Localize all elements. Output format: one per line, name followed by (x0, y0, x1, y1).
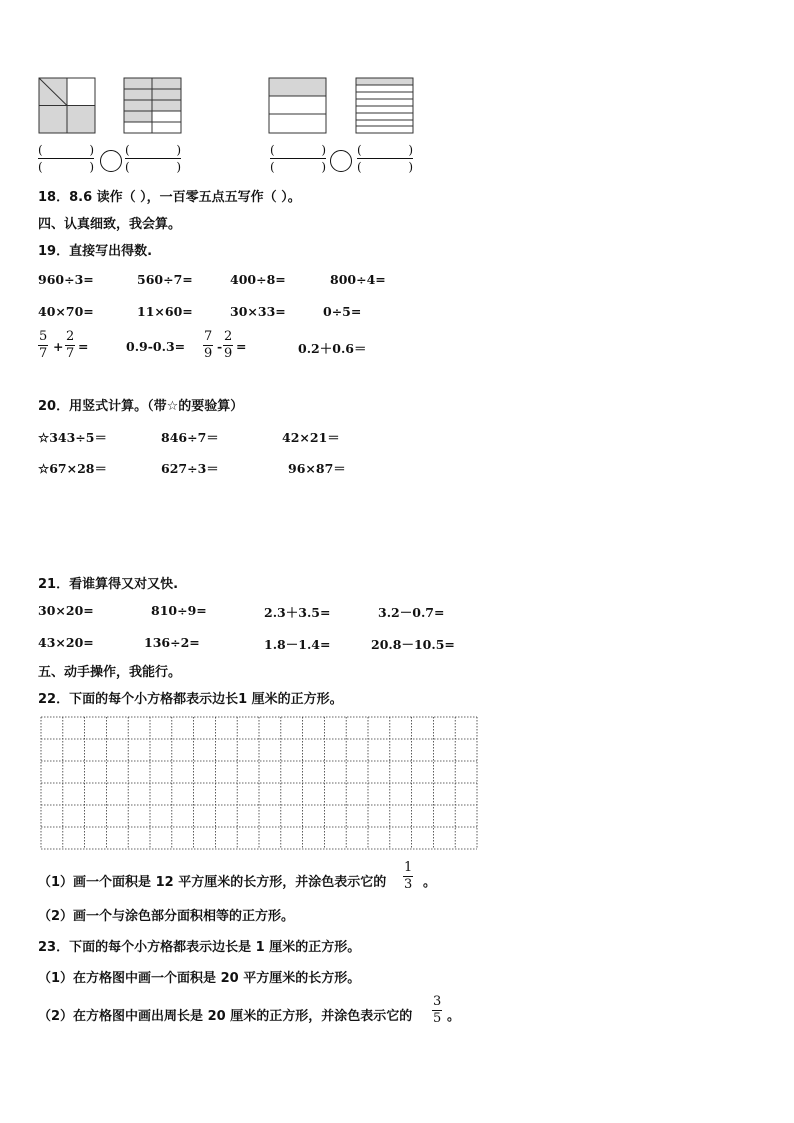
q19-item: 400÷8= (230, 272, 286, 287)
q19-item: 560÷7= (137, 272, 193, 287)
equals-sign: = (78, 339, 89, 354)
q21-item: 30×20= (38, 603, 94, 618)
q19-item: 0÷5= (323, 304, 362, 319)
blank-fraction-4[interactable]: ( ) ( ) (357, 143, 413, 174)
q23-sub1: （1）在方格图中画一个面积是 20 平方厘米的长方形。 (38, 971, 361, 986)
figure-square-triangle (39, 78, 95, 133)
q22-sub1: （1）画一个面积是 12 平方厘米的长方形，并涂色表示它的 (38, 875, 387, 890)
q19-item: 0.9-0.3= (126, 339, 186, 354)
minus-sign: - (217, 339, 223, 354)
plus-sign: + (53, 339, 64, 354)
q21-item: 43×20= (38, 635, 94, 650)
figure-strips-many (356, 78, 413, 133)
question-23-title: 23．下面的每个小方格都表示边长是 1 厘米的正方形。 (38, 940, 361, 955)
fraction-figures (0, 0, 794, 140)
fraction-5-7: 5 7 (39, 329, 48, 361)
q23-sub2: （2）在方格图中画出周长是 20 厘米的正方形，并涂色表示它的 (38, 1009, 413, 1024)
blank-fraction-3[interactable]: ( ) ( ) (270, 143, 326, 174)
figure-grid-shaded (124, 78, 181, 133)
q21-item: 1.8－1.4= (264, 637, 331, 652)
q21-item: 2.3＋3.5= (264, 605, 331, 620)
q20-item: 846÷7＝ (161, 430, 219, 445)
section-4-title: 四、认真细致，我会算。 (38, 217, 182, 232)
fraction-2-9: 2 9 (224, 329, 233, 361)
q20-item: 96×87＝ (288, 461, 346, 476)
section-5-title: 五、动手操作，我能行。 (38, 665, 182, 680)
fraction-3-5: 3 5 (433, 994, 442, 1026)
q21-item: 20.8－10.5= (371, 637, 455, 652)
q21-item: 136÷2= (144, 635, 200, 650)
fraction-1-3: 1 3 (404, 860, 413, 892)
compare-circle-2[interactable] (330, 150, 352, 172)
q20-item: 627÷3＝ (161, 461, 219, 476)
compare-circle-1[interactable] (100, 150, 122, 172)
period: 。 (447, 1009, 461, 1024)
question-21-title: 21．看谁算得又对又快. (38, 577, 179, 592)
q20-item: 42×21＝ (282, 430, 340, 445)
q19-item: 30×33= (230, 304, 286, 319)
period: 。 (423, 875, 437, 890)
q21-item: 810÷9= (151, 603, 207, 618)
question-19-title: 19．直接写出得数. (38, 244, 153, 259)
blank-fraction-1[interactable]: ( ) ( ) (38, 143, 94, 174)
q22-sub2: （2）画一个与涂色部分面积相等的正方形。 (38, 909, 295, 924)
q21-item: 3.2－0.7= (378, 605, 445, 620)
blank-fraction-2[interactable]: ( ) ( ) (125, 143, 181, 174)
q20-item: ☆343÷5＝ (38, 430, 107, 445)
figure-strips-one (269, 78, 326, 133)
q19-item: 11×60= (137, 304, 193, 319)
question-18: 18．8.6 读作（ ），一百零五点五写作（ ）。 (38, 190, 301, 205)
q20-item: ☆67×28＝ (38, 461, 107, 476)
question-20-title: 20．用竖式计算。（带☆的要验算） (38, 399, 244, 414)
equals-sign: = (236, 339, 247, 354)
q19-item: 0.2＋0.6＝ (298, 341, 367, 356)
fraction-7-9: 7 9 (204, 329, 213, 361)
q19-item: 800÷4= (330, 272, 386, 287)
fraction-2-7: 2 7 (66, 329, 75, 361)
square-grid[interactable] (40, 716, 478, 850)
q19-item: 40×70= (38, 304, 94, 319)
q19-item: 960÷3= (38, 272, 94, 287)
question-22-title: 22．下面的每个小方格都表示边长1 厘米的正方形。 (38, 692, 343, 707)
